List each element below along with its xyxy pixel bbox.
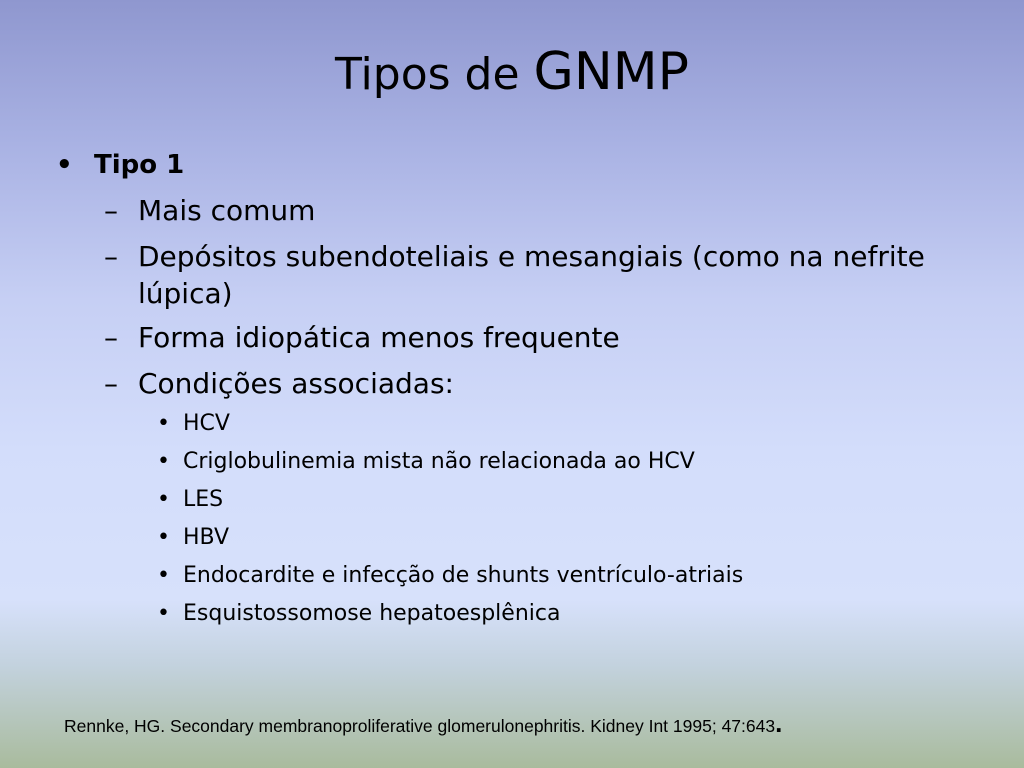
citation-text: Rennke, HG. Secondary membranoproliferative glomerulonephritis. Kidney Int 1995; 47:643	[64, 716, 776, 736]
sub-item-depositos: Depósitos subendoteliais e mesangiais (como na nefrite	[138, 240, 925, 273]
sub-item-condicoes: Condições associadas:	[138, 367, 454, 400]
title-acronym: GNMP	[533, 42, 689, 102]
small-bullet-marker: •	[157, 563, 170, 588]
citation-reference	[64, 708, 783, 738]
sub-item-depositos-continued: lúpica)	[138, 277, 233, 310]
small-bullet-marker: •	[157, 449, 170, 474]
sub-item-forma-idiopatica: Forma idiopática menos frequente	[138, 321, 620, 354]
condition-item: HCV	[183, 411, 230, 436]
dash-marker: –	[104, 321, 118, 354]
condition-item: LES	[183, 487, 224, 512]
condition-item: Criglobulinemia mista não relacionada ao HCV	[183, 449, 695, 474]
small-bullet-marker: •	[157, 601, 170, 626]
sub-item-mais-comum: Mais comum	[138, 194, 316, 227]
condition-item: Endocardite e infecção de shunts ventrículo-atriais	[183, 563, 744, 588]
bullet-marker: •	[56, 150, 73, 180]
dash-marker: –	[104, 240, 118, 273]
small-bullet-marker: •	[157, 411, 170, 436]
dash-marker: –	[104, 194, 118, 227]
small-bullet-marker: •	[157, 525, 170, 550]
title-prefix: Tipos de	[335, 49, 520, 100]
small-bullet-marker: •	[157, 487, 170, 512]
tipo1-heading: Tipo 1	[94, 150, 185, 180]
citation-end-mark: .	[775, 708, 783, 738]
dash-marker: –	[104, 367, 118, 400]
condition-item: Esquistossomose hepatoesplênica	[183, 601, 561, 626]
condition-item: HBV	[183, 525, 230, 550]
